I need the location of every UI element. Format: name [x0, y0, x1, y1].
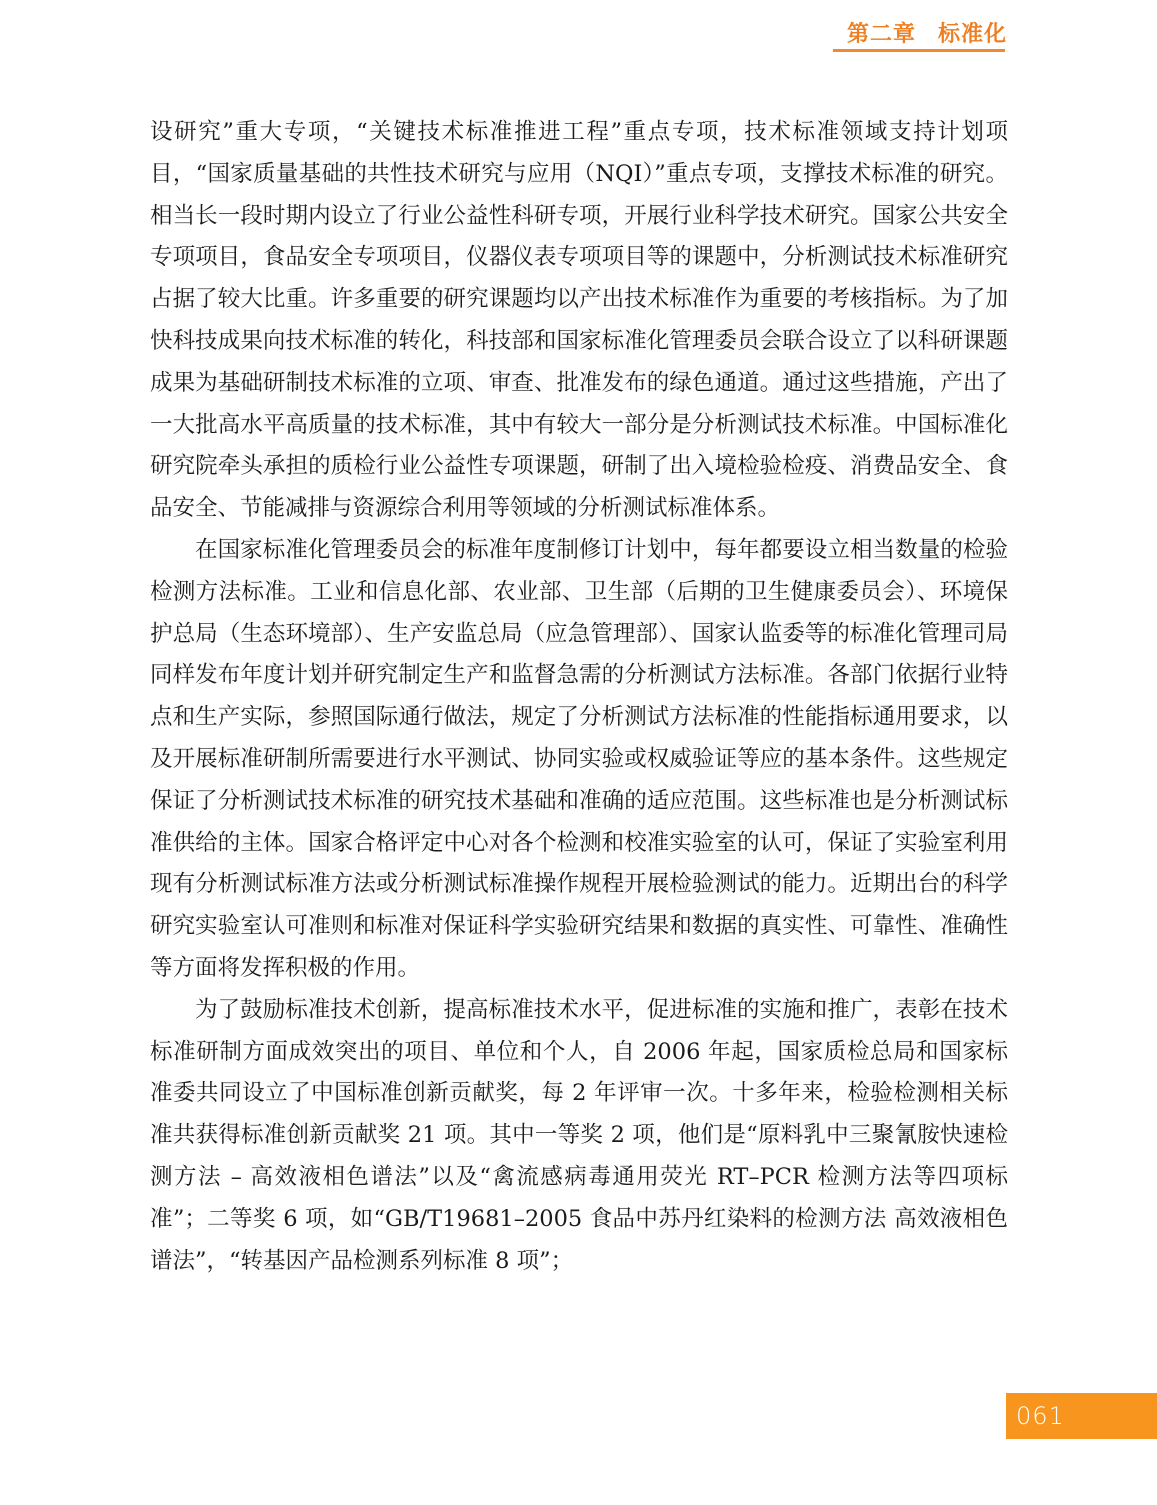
body-text — [150, 112, 1008, 1282]
paragraph-2: 在国家标准化管理委员会的标准年度制修订计划中，每年都要设立相当数量的检验检测方法标准。工业和信息化部、农业部、卫生部（后期的卫生健康委员会）、环境保护总局（生态环境部）、生产安监总局（应急管理部）、国家认监委等的标准化管理司局同样发布年度计划并研究制定生产和监督急需的分析测试方法标准。各部门依据行业特点和生产实际，参照国际通行做法，规定了分析测试方法标准的性能指标通用要求，以及开展标准研制所需要进行水平测试、协同实验或权威验证等应的基本条件。这些规定保证了分析测试技术标准的研究技术基础和准确的适应范围。这些标准也是分析测试标准供给的主体。国家合格评定中心对各个检测和校准实验室的认可，保证了实验室利用现有分析测试标准方法或分析测试标准操作规程开展检验测试的能力。近期出台的科学研究实验室认可准则和标准对保证科学实验研究结果和数据的真实性、可靠性、准确性等方面将发挥积极的作用。 — [150, 536, 1008, 981]
running-header — [847, 14, 1007, 50]
paragraph-1: 设研究”重大专项，“关键技术标准推进工程”重点专项，技术标准领域支持计划项目，“国家质量基础的共性技术研究与应用（NQI）”重点专项，支撑技术标准的研究。相当长一段时期内设立了行业公益性科研专项，开展行业科学技术研究。国家公共安全专项项目，食品安全专项项目，仪器仪表专项项目等的课题中，分析测试技术标准研究占据了较大比重。许多重要的研究课题均以产出技术标准作为重要的考核指标。为了加快科技成果向技术标准的转化，科技部和国家标准化管理委员会联合设立了以科研课题成果为基础研制技术标准的立项、审查、批准发布的绿色通道。通过这些措施，产出了一大批高水平高质量的技术标准，其中有较大一部分是分析测试技术标准。中国标准化研究院牵头承担的质检行业公益性专项课题，研制了出入境检验检疫、消费品安全、食品安全、节能减排与资源综合利用等领域的分析测试标准体系。 — [150, 119, 1008, 522]
chapter-label: 第二章 — [846, 21, 916, 47]
paragraph-3: 为了鼓励标准技术创新，提高标准技术水平，促进标准的实施和推广，表彰在技术标准研制方面成效突出的项目、单位和个人，自 2006 年起，国家质检总局和国家标准委共同设立了中国标准创新贡献奖，每 2 年评审一次。十多年来，检验检测相关标准共获得标准创新贡献奖 21 项。其中一等奖 2 项，他们是“原料乳中三聚氰胺快速检测方法 – 高效液相色谱法”以及“禽流感病毒通用荧光 RT–PCR 检测方法等四项标准”；二等奖 6 项，如“GB/T19681–2005 食品中苏丹红染料的检测方法 高效液相色谱法”，“转基因产品检测系列标准 8 项”； — [150, 996, 1008, 1274]
page-number: 061 — [1016, 1402, 1065, 1430]
chapter-title: 标准化 — [937, 21, 1007, 47]
header-underline — [833, 49, 1005, 52]
page-number-tab — [1006, 1393, 1157, 1439]
